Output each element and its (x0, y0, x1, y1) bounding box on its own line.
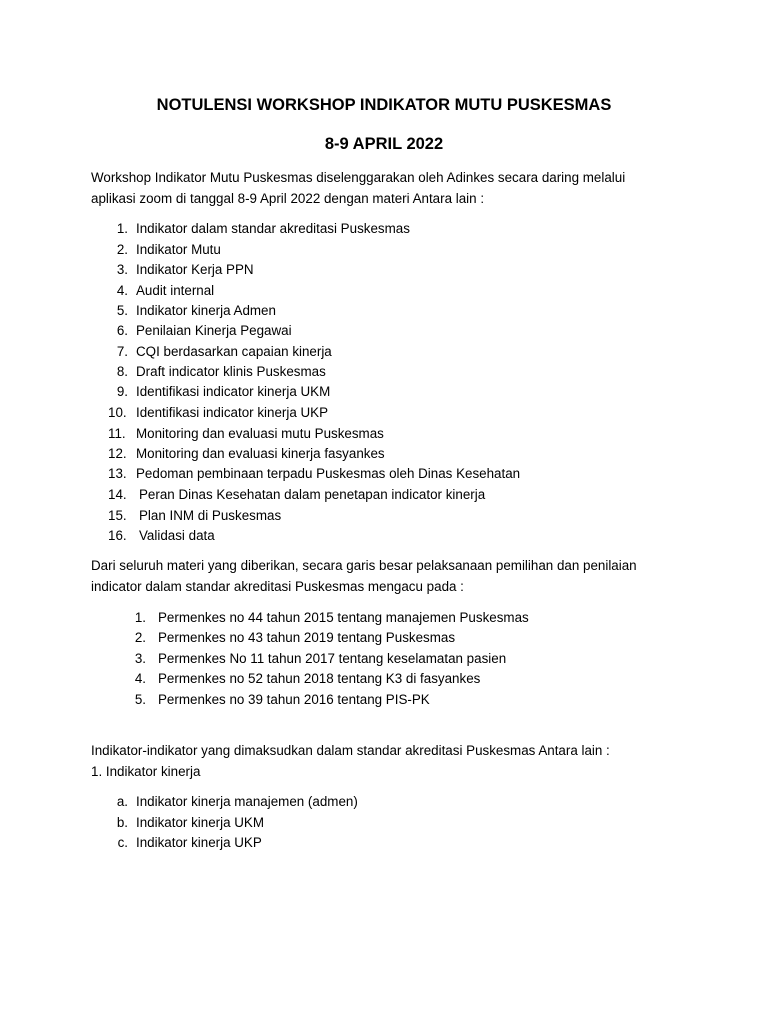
list-item-number: 3. (116, 262, 128, 277)
list-item: Identifikasi indicator kinerja UKM (136, 384, 331, 399)
list-item-number: 16. (108, 528, 127, 543)
list-item: Indikator Kerja PPN (136, 262, 254, 277)
list-item: Indikator Mutu (136, 242, 221, 257)
para3-line-1: Indikator-indikator yang dimaksudkan dalam standar akreditasi Puskesmas Antara lain : (91, 743, 610, 758)
list-item-number: 12. (108, 446, 127, 461)
list-item-number: 7. (116, 344, 128, 359)
list-item-number: 14. (108, 487, 127, 502)
list-item-number: 5. (134, 692, 146, 707)
list-item-number: 5. (116, 303, 128, 318)
list-item: Pedoman pembinaan terpadu Puskesmas oleh Dinas Kesehatan (136, 466, 521, 481)
list-item-number: 1. (116, 221, 128, 236)
list-item: Identifikasi indicator kinerja UKP (136, 405, 329, 420)
list-item-number: 2. (134, 630, 146, 645)
list-item-number: 1. (134, 610, 146, 625)
list-item: Audit internal (136, 283, 215, 298)
list-item-letter: b. (116, 815, 128, 830)
list-item-number: 3. (134, 651, 146, 666)
list-item: Permenkes No 11 tahun 2017 tentang keselamatan pasien (158, 651, 507, 666)
list-item: Penilaian Kinerja Pegawai (136, 323, 292, 338)
list-item-number: 6. (116, 323, 128, 338)
intro-line-1: Workshop Indikator Mutu Puskesmas diselenggarakan oleh Adinkes secara daring melalui (91, 170, 626, 185)
list-item: Permenkes no 39 tahun 2016 tentang PIS-PK (158, 692, 430, 707)
list-item: Indikator kinerja manajemen (admen) (136, 794, 358, 809)
list-item-number: 13. (108, 466, 127, 481)
list-item-number: 15. (108, 508, 127, 523)
para2-line-2: indicator dalam standar akreditasi Puskesmas mengacu pada : (91, 579, 464, 594)
list-item: Permenkes no 43 tahun 2019 tentang Puskesmas (158, 630, 456, 645)
list-item: Indikator dalam standar akreditasi Puskesmas (136, 221, 410, 236)
list-item: Draft indicator klinis Puskesmas (136, 364, 326, 379)
list-item: Plan INM di Puskesmas (139, 508, 282, 523)
list-item: Indikator kinerja UKM (136, 815, 265, 830)
list-item-number: 4. (134, 671, 146, 686)
list-item: Permenkes no 44 tahun 2015 tentang manajemen Puskesmas (158, 610, 529, 625)
list-item: Indikator kinerja UKP (136, 835, 262, 850)
list-item-number: 8. (116, 364, 128, 379)
list-item-number: 10. (108, 405, 127, 420)
para3-line-2: 1. Indikator kinerja (91, 764, 201, 779)
list-item-number: 2. (116, 242, 128, 257)
list-item-number: 9. (116, 384, 128, 399)
intro-line-2: aplikasi zoom di tanggal 8-9 April 2022 dengan materi Antara lain : (91, 191, 485, 206)
list-item: CQI berdasarkan capaian kinerja (136, 344, 332, 359)
para2-line-1: Dari seluruh materi yang diberikan, secara garis besar pelaksanaan pemilihan dan penilaian (91, 558, 637, 573)
list-item: Permenkes no 52 tahun 2018 tentang K3 di fasyankes (158, 671, 481, 686)
list-item: Validasi data (139, 528, 215, 543)
list-item: Peran Dinas Kesehatan dalam penetapan indicator kinerja (139, 487, 486, 502)
list-item-number: 4. (116, 283, 128, 298)
list-item: Monitoring dan evaluasi mutu Puskesmas (136, 426, 384, 441)
document-title: NOTULENSI WORKSHOP INDIKATOR MUTU PUSKESMAS (156, 96, 612, 114)
list-item-number: 11. (108, 426, 126, 441)
list-item-letter: c. (117, 835, 128, 850)
document-date: 8-9 APRIL 2022 (324, 135, 444, 153)
list-item: Monitoring dan evaluasi kinerja fasyankes (136, 446, 385, 461)
list-item: Indikator kinerja Admen (136, 303, 276, 318)
list-item-letter: a. (116, 794, 128, 809)
